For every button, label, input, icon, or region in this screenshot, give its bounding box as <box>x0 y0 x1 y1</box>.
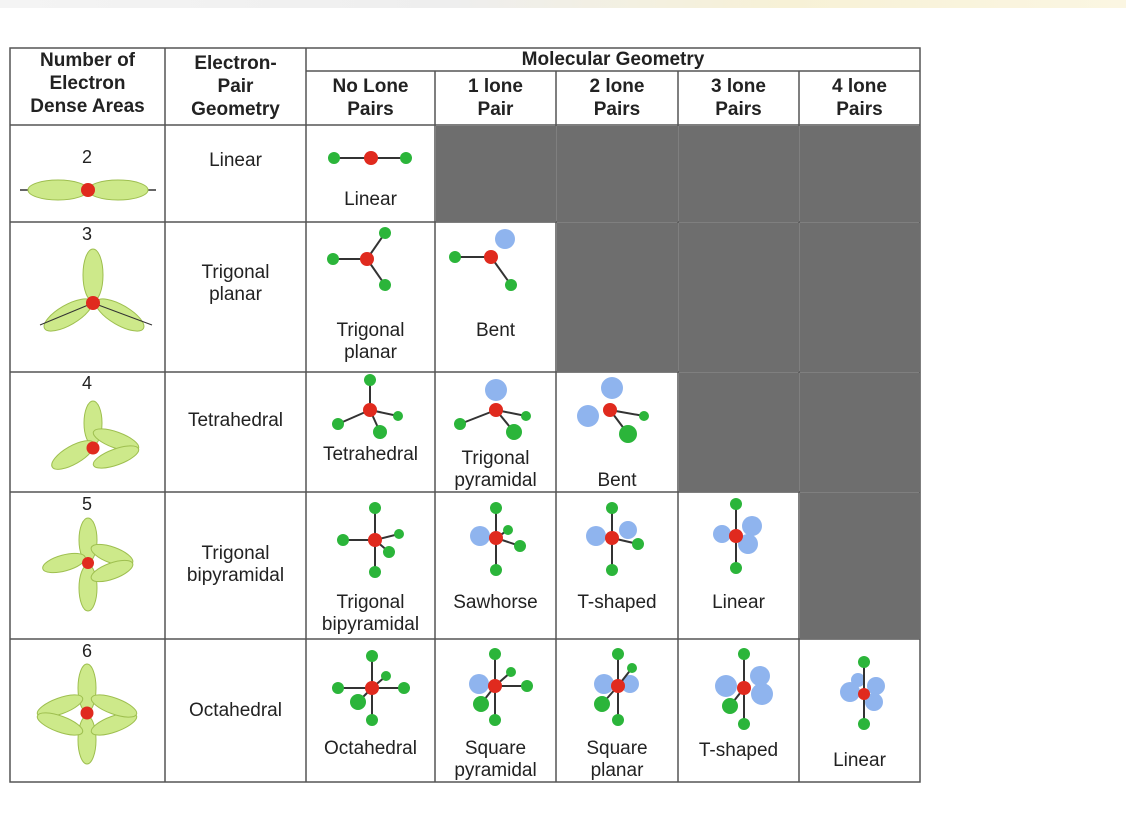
row-count: 3 <box>81 224 92 244</box>
trigonal-planar-molecule-icon <box>325 225 405 295</box>
trigonal-lobes-icon <box>30 245 160 335</box>
trigonal-pyramidal-molecule-icon <box>452 376 537 444</box>
shape-label: Linear <box>712 592 765 613</box>
shaded-cell <box>800 126 920 222</box>
header-electron-areas: Number of Electron Dense Areas <box>30 50 145 117</box>
square-planar-molecule-icon <box>578 644 658 728</box>
shape-label: Bent <box>475 320 516 341</box>
linear-lobes-icon <box>18 170 158 210</box>
header-col-4: 4 lone Pairs <box>832 76 887 120</box>
bent-molecule-icon <box>445 225 525 295</box>
shaded-cell <box>436 126 556 222</box>
shape-label: Tetrahedral <box>322 444 419 465</box>
tetrahedral-lobes-icon <box>40 395 150 475</box>
pair-geometry-label: Octahedral <box>189 700 282 721</box>
shape-label: Sawhorse <box>453 592 538 613</box>
shape-label: Octahedral <box>324 738 417 759</box>
linear-octahedral-molecule-icon <box>828 652 898 732</box>
linear-molecule-icon <box>325 146 415 170</box>
header-col-3: 3 lone Pairs <box>711 76 766 120</box>
header-col-1: 1 lone Pair <box>468 76 523 120</box>
t-shaped-octahedral-molecule-icon <box>700 644 785 734</box>
trigonal-bipyramidal-lobes-icon <box>40 515 150 615</box>
sawhorse-molecule-icon <box>458 500 538 580</box>
header-col-2: 2 lone Pairs <box>589 76 645 120</box>
shape-label: Bent <box>597 470 637 491</box>
t-shaped-molecule-icon <box>578 500 658 580</box>
shape-label: Linear <box>833 750 886 771</box>
shape-label: T-shaped <box>577 592 657 613</box>
shape-label: Trigonal pyramidal <box>454 448 537 491</box>
header-molecular-geometry: Molecular Geometry <box>521 49 705 70</box>
octahedral-molecule-icon <box>330 646 415 728</box>
pair-geometry-label: Linear <box>209 150 262 171</box>
pair-geometry-label: Tetrahedral <box>187 410 284 431</box>
shaded-cell <box>800 373 920 492</box>
linear-bipyramidal-molecule-icon <box>700 494 780 576</box>
pair-geometry-label: Trigonal planar <box>201 262 270 305</box>
header-col-0: No Lone Pairs <box>332 76 409 120</box>
shape-label: Trigonal planar <box>336 320 405 363</box>
octahedral-lobes-icon <box>30 660 145 770</box>
shape-label: T-shaped <box>698 740 779 761</box>
shaded-cell <box>679 223 799 372</box>
shaded-cell <box>800 223 920 372</box>
shaded-cell <box>557 223 678 372</box>
row-count: 6 <box>81 641 92 661</box>
shape-label: Square planar <box>586 738 648 781</box>
shape-label: Linear <box>344 189 397 210</box>
shaded-cell <box>557 126 678 222</box>
shape-label: Square pyramidal <box>454 738 537 781</box>
bent-tetrahedral-molecule-icon <box>572 376 657 446</box>
row-count: 2 <box>81 147 92 167</box>
square-pyramidal-molecule-icon <box>455 644 540 728</box>
trigonal-bipyramidal-molecule-icon <box>335 500 415 580</box>
row-count: 4 <box>81 373 92 393</box>
shaded-cell <box>800 493 920 639</box>
row-count: 5 <box>81 494 92 514</box>
shape-label: Trigonal bipyramidal <box>321 592 420 635</box>
shaded-cell <box>679 126 799 222</box>
shaded-cell <box>679 373 799 492</box>
pair-geometry-label: Trigonal bipyramidal <box>186 543 285 586</box>
header-pair-geometry: Electron- Pair Geometry <box>191 53 280 120</box>
tetrahedral-molecule-icon <box>330 372 410 442</box>
